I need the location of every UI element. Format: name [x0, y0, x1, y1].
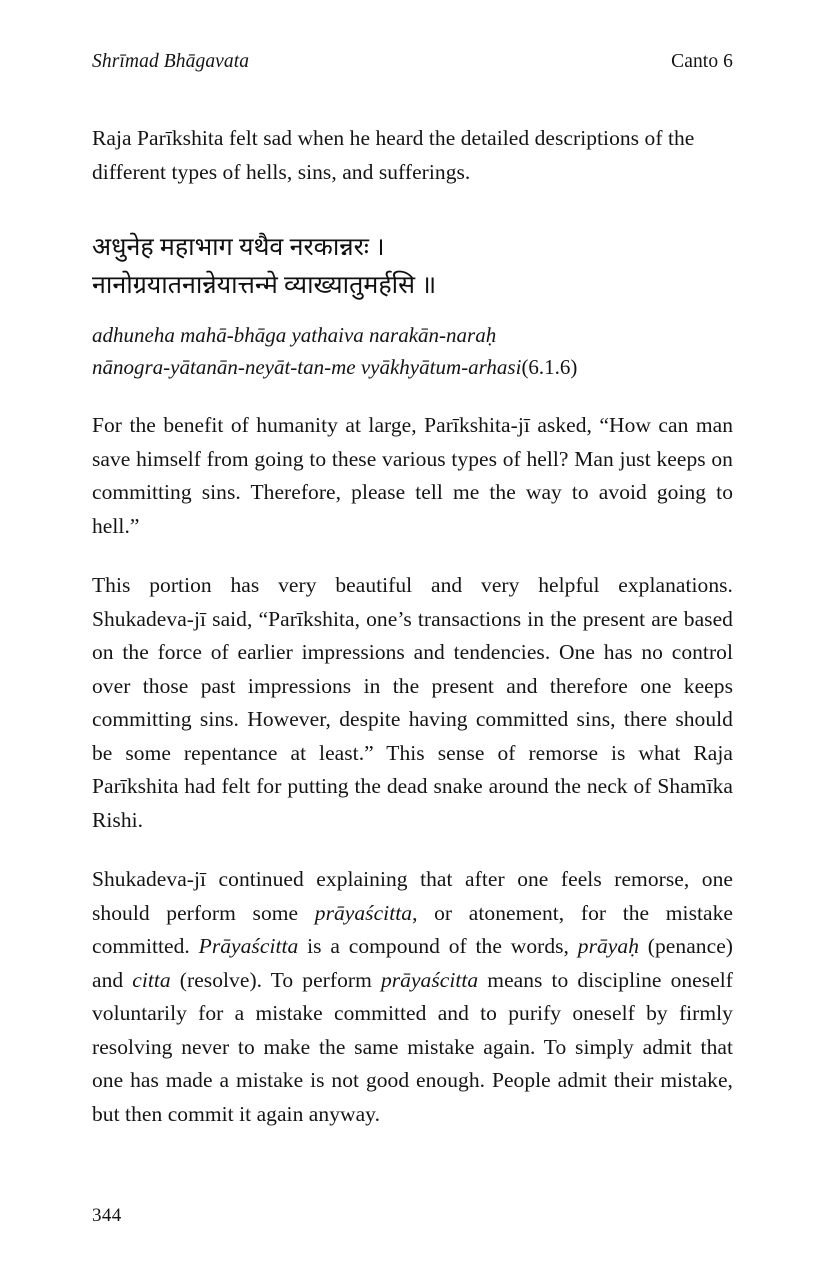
prayascitta-seg-5: (resolve). To perform	[170, 967, 381, 992]
prayascitta-seg-6: means to discipline oneself voluntarily for a mistake committed and to purify oneself by firmly resolving never to make the same mistake again. To simply admit that one has made a mistake is not good enough. People admit their mistake, but then commit it again anyway.	[92, 967, 733, 1126]
verse-transliteration	[92, 319, 733, 383]
sanskrit-term-prayascitta-1: prāyaścitta	[314, 900, 413, 925]
body-text-block	[92, 122, 733, 1131]
prayascitta-seg-1: Shukadeva-jī continued explaining that after one feels remorse, one should perform some	[92, 867, 733, 925]
running-head-canto: Canto 6	[671, 51, 733, 72]
verse-reference: (6.1.6)	[521, 355, 578, 379]
sanskrit-term-prayascitta-3: prāyaścitta	[380, 967, 479, 992]
page-number: 344	[92, 1205, 122, 1226]
paragraph-intro: Raja Parīkshita felt sad when he heard the detailed descriptions of the different types of hells, sins, and sufferings.	[92, 126, 695, 184]
verse-devanagari	[92, 215, 733, 305]
sanskrit-term-citta: citta	[132, 967, 171, 992]
verse-transliteration-line-2-wrap	[92, 351, 733, 383]
verse-devanagari-line-1: अधुनेह महाभाग यथैव नरकान्नरः ।	[92, 234, 385, 261]
prayascitta-seg-2: , or atonement, for the mistake committed.	[92, 900, 734, 958]
paragraph-parikshita-question: For the benefit of humanity at large, Parīkshita-jī asked, “How can man save himself from going to these various types of hell? Man just keeps on committing sins. Therefore, please tell me the way to avoid going to hell.”	[92, 413, 733, 538]
sanskrit-term-prayah: prāyaḥ	[577, 934, 639, 958]
running-head	[92, 50, 733, 73]
verse-transliteration-line-1: adhuneha mahā-bhāga yathaiva narakān-naraḥ	[92, 323, 497, 347]
verse-devanagari-line-2: नानोग्रयातनान्नेयात्तन्मे व्याख्यातुमर्हसि ॥	[92, 272, 437, 299]
prayascitta-seg-3: is a compound of the words,	[298, 934, 578, 958]
running-head-book-title: Shrīmad Bhāgavata	[92, 51, 250, 72]
sanskrit-term-prayascitta-2: Prāyaścitta	[198, 934, 299, 958]
paragraph-prayascitta	[92, 863, 733, 1131]
prayascitta-seg-4: (penance) and	[92, 934, 733, 992]
paragraph-shukadeva-explanation: This portion has very beautiful and very helpful explanations. Shukadeva-jī said, “Parīkshita, one’s transactions in the present are based on the force of earlier impressions and tendencies. One has no control over those past impressions in the present and therefore one keeps committing sins. However, despite having committed sins, there should be some repentance at least.” This sense of remorse is what Raja Parīkshita had felt for putting the dead snake around the neck of Shamīka Rishi.	[92, 573, 733, 832]
verse-transliteration-line-2: nānogra-yātanān-neyāt-tan-me vyākhyātum-arhasi	[92, 355, 522, 379]
